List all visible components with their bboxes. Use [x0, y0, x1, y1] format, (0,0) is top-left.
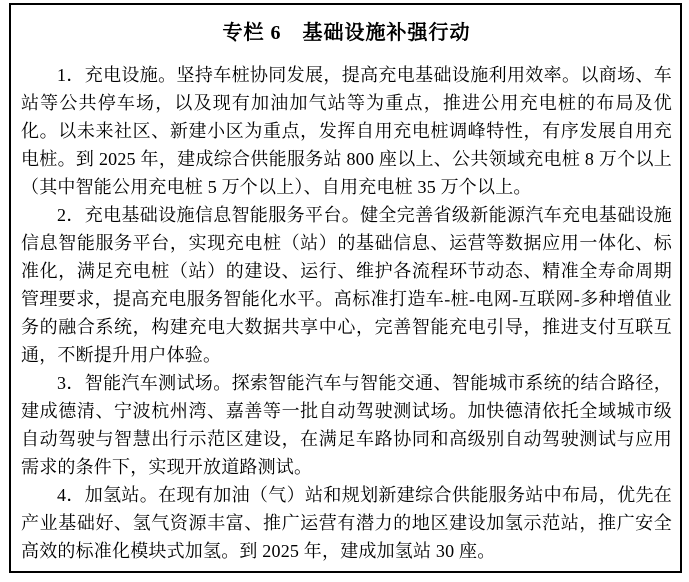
panel-title: 专栏 6 基础设施补强行动	[222, 22, 471, 44]
infobox-column-6	[9, 3, 682, 573]
paragraph-hydrogen-refueling-stations: 4．加氢站。在现有加油（气）站和规划新建综合供能服务站中布局，优先在产业基础好、氢气资源丰富、推广运营有潜力的地区建设加氢示范站，推广安全高效的标准化模块式加氢。到 2025 年，建成加氢站 30 座。	[21, 485, 672, 561]
paragraph-smart-vehicle-test-fields: 3．智能汽车测试场。探索智能汽车与智能交通、智能城市系统的结合路径，建成德清、宁波杭州湾、嘉善等一批自动驾驶测试场。加快德清依托全域城市级自动驾驶与智慧出行示范区建设，在满足车路协同和高级别自动驾驶测试与应用需求的条件下，实现开放道路测试。	[21, 373, 672, 477]
paragraph-charging-info-smart-service-platform: 2．充电基础设施信息智能服务平台。健全完善省级新能源汽车充电基础设施信息智能服务平台，实现充电桩（站）的基础信息、运营等数据应用一体化、标准化，满足充电桩（站）的建设、运行、维护各流程环节动态、精准全寿命周期管理要求，提高充电服务智能化水平。高标准打造车-桩-电网-互联网-多种增值业务的融合系统，构建充电大数据共享中心，完善智能充电引导，推进支付互联互通，不断提升用户体验。	[21, 205, 672, 365]
paragraph-charging-facilities: 1．充电设施。坚持车桩协同发展，提高充电基础设施利用效率。以商场、车站等公共停车场，以及现有加油加气站等为重点，推进公用充电桩的布局及优化。以未来社区、新建小区为重点，发挥自用充电桩调峰特性，有序发展自用充电桩。到 2025 年，建成综合供能服务站 800 座以上、公共领域充电桩 8 万个以上（其中智能公用充电桩 5 万个以上）、自用充电桩 35 万个以上。	[21, 65, 672, 197]
